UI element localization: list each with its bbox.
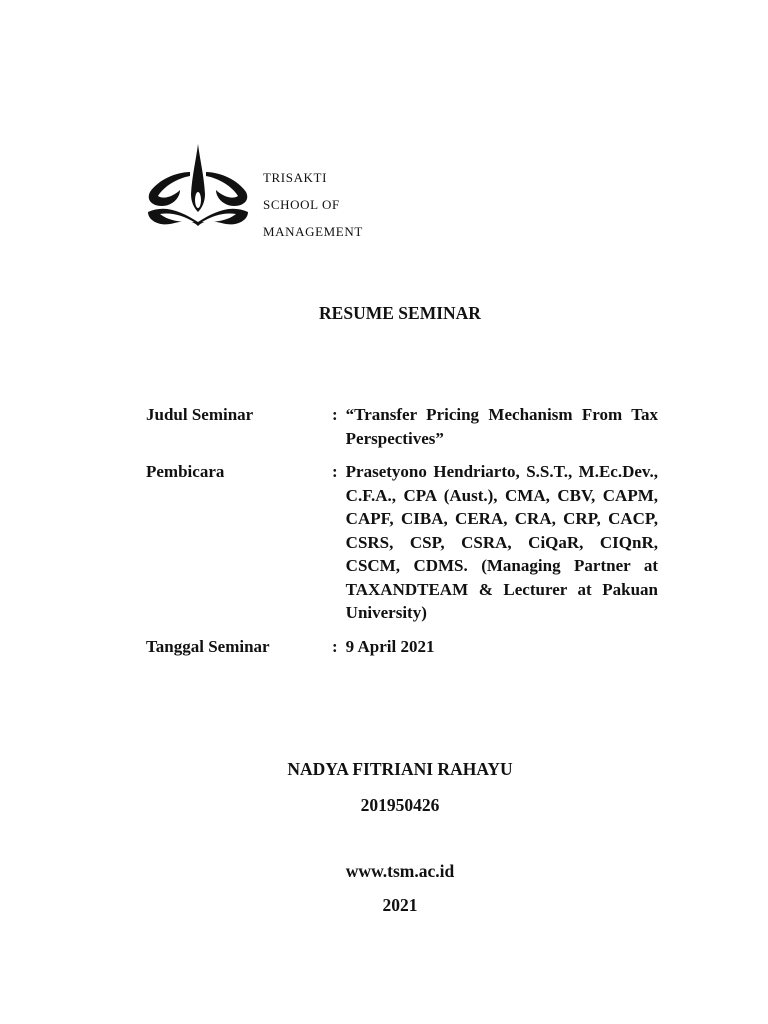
speaker-row bbox=[146, 460, 658, 625]
document-year: 2021 bbox=[382, 895, 418, 915]
website-url: www.tsm.ac.id bbox=[345, 861, 455, 881]
document-title: RESUME SEMINAR bbox=[319, 303, 481, 323]
institution-line-1: TRISAKTI bbox=[263, 170, 328, 185]
seminar-title-label: Judul Seminar bbox=[146, 405, 254, 424]
seminar-title-value: “Transfer Pricing Mechanism From Tax Perspectives” bbox=[345, 405, 658, 448]
institution-line-3: MANAGEMENT bbox=[263, 224, 363, 239]
speaker-value: Prasetyono Hendriarto, S.S.T., M.Ec.Dev., C.F.A., CPA (Aust.), CMA, CBV, CAPM, CAPF, CIBA, CERA, CRA, CRP, CACP, CSRS, CSP, CSRA, CiQaR, CIQnR, CSCM, CDMS. (Managing Partner at TAXANDTEAM & Lecturer at Pakuan University) bbox=[345, 462, 658, 622]
author-name: NADYA FITRIANI RAHAYU bbox=[287, 759, 513, 779]
seminar-title-colon: : bbox=[332, 405, 338, 424]
trisakti-emblem-icon bbox=[146, 142, 250, 230]
student-id: 201950426 bbox=[360, 795, 440, 815]
speaker-label: Pembicara bbox=[146, 462, 225, 481]
seminar-date-colon: : bbox=[332, 636, 338, 656]
seminar-title-row bbox=[146, 403, 658, 450]
seminar-date-row bbox=[146, 635, 658, 659]
institution-line-2: SCHOOL OF bbox=[263, 197, 340, 212]
seminar-details bbox=[146, 403, 658, 668]
seminar-date-value: 9 April 2021 bbox=[345, 636, 435, 656]
seminar-date-label: Tanggal Seminar bbox=[146, 636, 270, 656]
speaker-colon: : bbox=[332, 462, 338, 481]
institution-name bbox=[263, 164, 363, 245]
